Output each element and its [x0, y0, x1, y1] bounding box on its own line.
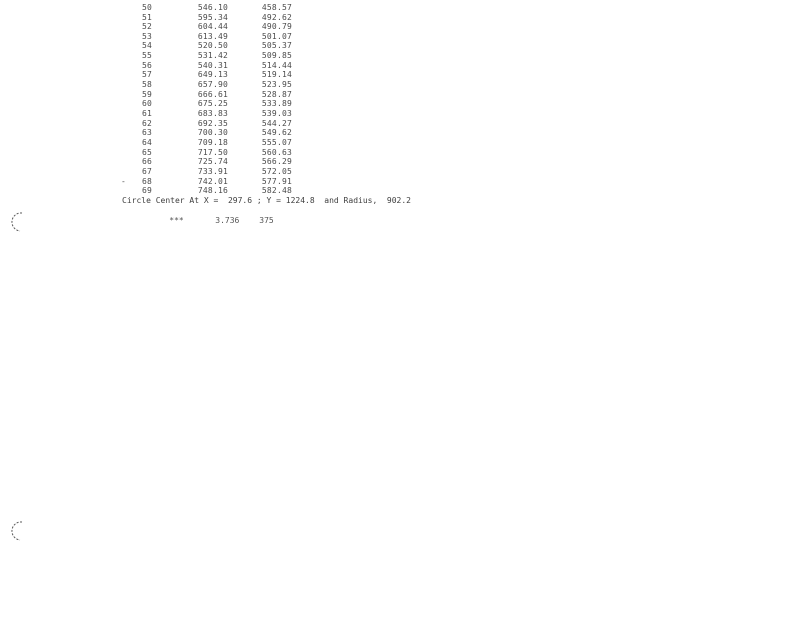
- row-number: 58: [141, 80, 152, 89]
- table-row: [0, 157, 292, 167]
- x-value: 683.83: [197, 109, 228, 118]
- row-number: 50: [141, 3, 152, 12]
- row-number: 63: [141, 128, 152, 137]
- table-row: [0, 109, 292, 119]
- footer-stars: ***: [169, 216, 184, 225]
- y-value: 572.05: [261, 167, 292, 176]
- table-row: [0, 128, 292, 138]
- margin-tick-mark: -: [121, 177, 127, 186]
- x-value: 700.30: [197, 128, 228, 137]
- row-number: 56: [141, 61, 152, 70]
- row-number: 55: [141, 51, 152, 60]
- table-row: [0, 70, 292, 80]
- x-value: 540.31: [197, 61, 228, 70]
- row-number: 52: [141, 22, 152, 31]
- row-number: 54: [141, 41, 152, 50]
- x-value: 520.50: [197, 41, 228, 50]
- table-row: [0, 41, 292, 51]
- table-row: [0, 167, 292, 177]
- row-number: 51: [141, 13, 152, 22]
- x-value: 613.49: [197, 32, 228, 41]
- y-value: 492.62: [261, 13, 292, 22]
- table-row: [0, 99, 292, 109]
- x-value: 675.25: [197, 99, 228, 108]
- footer-value: 3.736: [215, 216, 240, 225]
- row-number: 53: [141, 32, 152, 41]
- y-value: 582.48: [261, 186, 292, 195]
- y-value: 544.27: [261, 119, 292, 128]
- footer-unit: 375: [259, 216, 274, 225]
- row-number: 62: [141, 119, 152, 128]
- table-row: [0, 3, 292, 13]
- row-number: 66: [141, 157, 152, 166]
- x-value: 692.35: [197, 119, 228, 128]
- row-number: 69: [141, 186, 152, 195]
- x-value: 748.16: [197, 186, 228, 195]
- y-value: 566.29: [261, 157, 292, 166]
- y-value: 519.14: [261, 70, 292, 79]
- punch-hole-top: [10, 211, 32, 233]
- x-value: 725.74: [197, 157, 228, 166]
- y-value: 528.87: [261, 90, 292, 99]
- y-value: 509.85: [261, 51, 292, 60]
- table-row: [0, 22, 292, 32]
- punch-hole-bottom: [10, 520, 32, 542]
- x-value: 709.18: [197, 138, 228, 147]
- y-value: 523.95: [261, 80, 292, 89]
- x-value: 666.61: [197, 90, 228, 99]
- footer-line: [150, 206, 274, 236]
- row-number: 61: [141, 109, 152, 118]
- y-value: 458.57: [261, 3, 292, 12]
- row-number: 60: [141, 99, 152, 108]
- y-value: 505.37: [261, 41, 292, 50]
- row-number: 68: [141, 177, 152, 186]
- row-number: 57: [141, 70, 152, 79]
- x-value: 546.10: [197, 3, 228, 12]
- x-value: 649.13: [197, 70, 228, 79]
- y-value: 555.07: [261, 138, 292, 147]
- y-value: 560.63: [261, 148, 292, 157]
- row-number: 64: [141, 138, 152, 147]
- y-value: 514.44: [261, 61, 292, 70]
- y-value: 549.62: [261, 128, 292, 137]
- x-value: 733.91: [197, 167, 228, 176]
- x-value: 742.01: [197, 177, 228, 186]
- row-number: 67: [141, 167, 152, 176]
- circle-center-summary: Circle Center At X = 297.6 ; Y = 1224.8 and Radius, 902.2: [122, 196, 411, 205]
- row-number: 59: [141, 90, 152, 99]
- y-value: 577.91: [261, 177, 292, 186]
- table-row: [0, 51, 292, 61]
- y-value: 490.79: [261, 22, 292, 31]
- y-value: 501.07: [261, 32, 292, 41]
- table-row: [0, 80, 292, 90]
- x-value: 657.90: [197, 80, 228, 89]
- x-value: 595.34: [197, 13, 228, 22]
- row-number: 65: [141, 148, 152, 157]
- y-value: 533.89: [261, 99, 292, 108]
- table-row: [0, 186, 292, 196]
- x-value: 717.50: [197, 148, 228, 157]
- table-row: [0, 138, 292, 148]
- y-value: 539.03: [261, 109, 292, 118]
- x-value: 531.42: [197, 51, 228, 60]
- x-value: 604.44: [197, 22, 228, 31]
